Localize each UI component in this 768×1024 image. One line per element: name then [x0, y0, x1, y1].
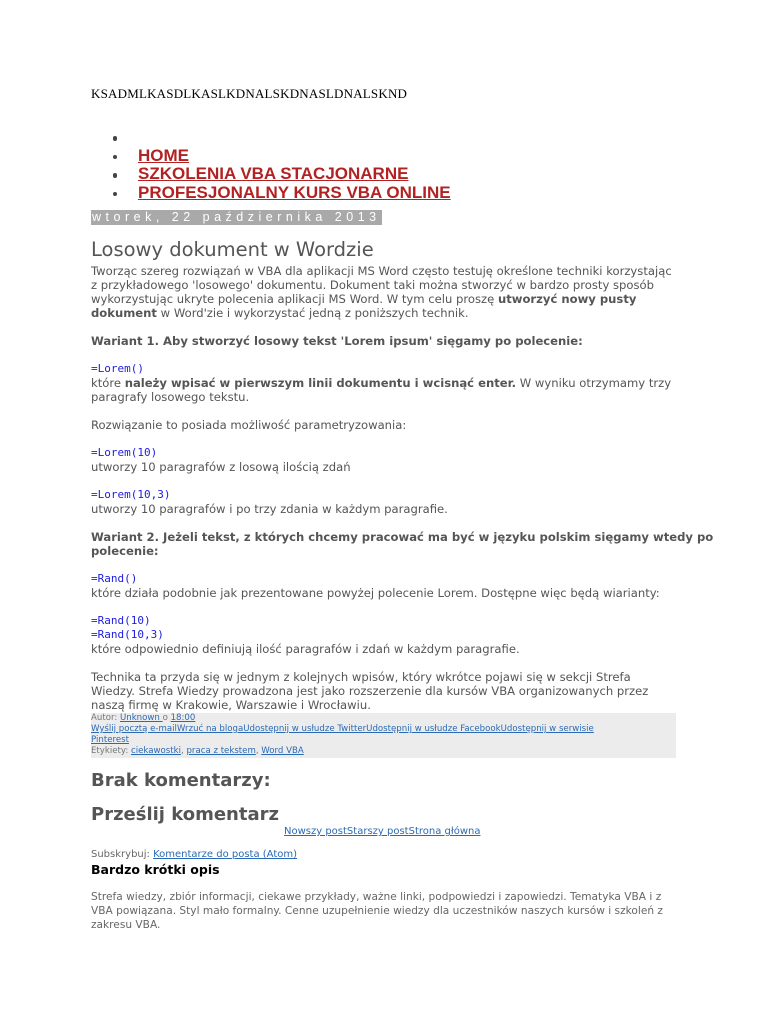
widget-title: Bardzo krótki opis	[91, 862, 220, 877]
variant-2-text-1: Wariant 2. Jeżeli tekst, z których chcemy pracować ma być w języku polskim sięgamy wtedy po	[91, 530, 714, 544]
closing-line-1: Technika ta przyda się w jednym z kolejnych wpisów, który wkrótce pojawi się w sekcji Strefa	[91, 670, 631, 684]
nav-szkolenia-link[interactable]: SZKOLENIA VBA STACJONARNE	[138, 164, 409, 183]
closing-line-2: Wiedzy. Strefa Wiedzy prowadzona jest jako rozszerzenie dla kursów VBA organizowanych przez	[91, 684, 649, 698]
intro-line-1: Tworząc szereg rozwiązań w VBA dla aplikacji MS Word często testuję określone techniki korzystając	[91, 264, 672, 278]
share-links[interactable]: Wyślij pocztą e-mailWrzuć na blogaUdostępnij w usłudze TwitterUdostępnij w usłudze FacebookUdostępnij w serwisie	[91, 724, 594, 734]
post-title: Losowy dokument w Wordzie	[91, 238, 374, 261]
variant-1-heading	[91, 334, 583, 348]
nav-home-link[interactable]: HOME	[138, 145, 189, 165]
code-rand-10: =Rand(10)	[91, 614, 151, 627]
main-nav	[113, 128, 451, 202]
labels-label: Etykiety:	[91, 746, 131, 756]
param-text: Rozwiązanie to posiada możliwość parametryzowania:	[91, 418, 407, 432]
nav-item-home[interactable]	[113, 147, 451, 166]
post-date: wtorek, 22 października 2013	[92, 210, 381, 224]
post-comment-heading: Prześlij komentarz	[91, 804, 279, 825]
label-link[interactable]: ciekawostki	[131, 746, 181, 756]
subscribe-atom-link[interactable]: Komentarze do posta (Atom)	[153, 849, 298, 860]
author-at: o	[162, 713, 171, 723]
post-labels: Etykiety: ciekawostki, praca z tekstem, Word VBA	[91, 746, 304, 756]
lorem-desc-c: W wyniku otrzymamy trzy	[516, 376, 672, 390]
variant-2-text-2: polecenie:	[91, 544, 159, 558]
lorem-desc-a: które	[91, 376, 125, 390]
variant-2-line-1	[91, 530, 713, 544]
intro-line-3-bold: utworzyć nowy pusty	[497, 292, 637, 306]
code-rand: =Rand()	[91, 572, 138, 585]
lorem-10-3-desc: utworzy 10 paragrafów i po trzy zdania w każdym paragrafie.	[91, 502, 448, 516]
intro-line-3	[91, 292, 636, 306]
closing-line-3: naszą firmę w Krakowie, Warszawie i Wrocławiu.	[91, 698, 371, 712]
lorem-desc-bold: należy wpisać w pierwszym linii dokumentu i wcisnąć enter.	[124, 376, 517, 390]
intro-line-4-bold: dokument	[91, 306, 157, 320]
label-link[interactable]: praca z tekstem	[186, 746, 256, 756]
share-pinterest-link[interactable]: Pinterest	[91, 735, 129, 745]
lorem-10-desc: utworzy 10 paragrafów z losową ilością zdań	[91, 460, 351, 474]
share-line-1	[91, 724, 594, 735]
share-line-2	[91, 735, 129, 746]
author-label: Autor:	[91, 713, 120, 723]
blog-pager-links[interactable]: Nowszy postStarszy postStrona główna	[284, 826, 481, 837]
intro-line-4	[91, 306, 469, 320]
intro-line-2: z przykładowego 'losowego' dokumentu. Dokument taki można stworzyć w bardzo prosty sposób	[91, 278, 654, 292]
no-comments-heading: Brak komentarzy:	[91, 770, 271, 791]
nav-item-szkolenia[interactable]	[113, 165, 451, 184]
label-link[interactable]: Word VBA	[261, 746, 304, 756]
author-link[interactable]: Unknown	[119, 713, 163, 723]
lorem-desc-line-1	[91, 376, 671, 390]
lorem-desc-line-2: paragrafy losowego tekstu.	[91, 390, 250, 404]
intro-line-4-text: w Word'zie i wykorzystać jedną z poniższych technik.	[156, 306, 469, 320]
nav-kurs-online-link[interactable]: PROFESJONALNY KURS VBA ONLINE	[138, 182, 451, 202]
code-lorem-10-3: =Lorem(10,3)	[91, 488, 171, 501]
nav-item-empty	[113, 128, 451, 147]
code-lorem-10: =Lorem(10)	[91, 446, 158, 459]
nav-item-kurs-online[interactable]	[113, 184, 451, 203]
code-lorem: =Lorem()	[91, 362, 144, 375]
subscribe-line	[91, 849, 297, 860]
rand-params-desc: które odpowiednio definiują ilość paragrafów i zdań w każdym paragrafie.	[91, 642, 520, 656]
rand-desc: które działa podobnie jak prezentowane powyżej polecenie Lorem. Dostępne więc będą wiarianty:	[91, 586, 660, 600]
post-time-link[interactable]: 18:00	[170, 713, 196, 723]
code-rand-10-3: =Rand(10,3)	[91, 628, 164, 641]
subscribe-label: Subskrybuj:	[91, 849, 154, 860]
intro-line-3-text: wykorzystując ukryte polecenia aplikacji MS Word. W tym celu proszę	[91, 292, 498, 306]
variant-2-line-2	[91, 544, 159, 558]
post-author-line	[91, 713, 195, 724]
variant-1-text: Wariant 1. Aby stworzyć losowy tekst 'Lorem ipsum' sięgamy po polecenie:	[91, 334, 583, 348]
widget-text: Strefa wiedzy, zbiór informacji, ciekawe przykłady, ważne linki, podpowiedzi i zapowiedzi. Tematyka VBA i z VBA powiązana. Styl mało formalny. Cenne uzupełnienie wiedzy dla uczestników naszych kursów i szkoleń z zakresu VBA.	[91, 891, 663, 931]
site-title: KSADMLKASDLKASLKDNALSKDNASLDNALSKND	[91, 86, 408, 101]
